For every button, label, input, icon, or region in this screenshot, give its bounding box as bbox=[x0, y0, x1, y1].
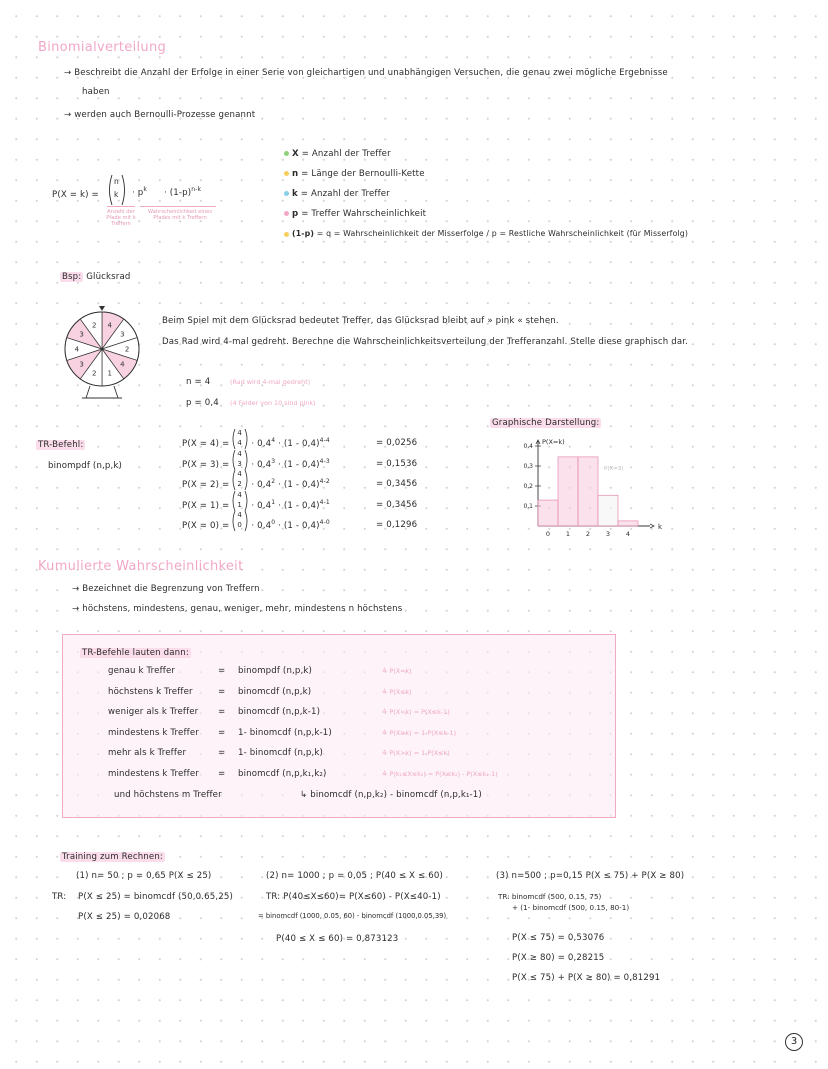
tr-row-note: ≙ P(X≤k) bbox=[382, 687, 412, 696]
tr-row-command: 1- binomcdf (n,p,k) bbox=[238, 748, 324, 758]
formula bbox=[52, 182, 99, 201]
calc-row: P(X = 1) = 4 1 · $0,4^1 \cdot (1 - 0,4)^{4-1}$ bbox=[182, 490, 330, 511]
probability-chart bbox=[512, 438, 662, 544]
tr-row-equals: = bbox=[218, 707, 226, 717]
training-1-task: (1) n= 50 ; p = 0,65 P(X ≤ 25) bbox=[76, 871, 212, 881]
example-p-note: (4 Felder von 10 sind pink) bbox=[230, 399, 316, 407]
tr-row-command: binomcdf (n,p,k) bbox=[238, 686, 312, 697]
calc-result: = 0,1536 bbox=[376, 458, 418, 469]
training-3-line-3: P(X ≤ 75) = 0,53076 bbox=[512, 933, 605, 943]
legend-item: k = Anzahl der Treffer bbox=[284, 189, 688, 209]
calc-binomial: 4 3 bbox=[231, 457, 249, 467]
tr-row-label: weniger als k Treffer bbox=[108, 707, 199, 717]
formula-power-1: · $p^k$ bbox=[132, 186, 147, 198]
calc-row: P(X = 4) = 4 4 · $0,4^4 \cdot (1 - 0,4)^{4-4}$ bbox=[182, 429, 330, 449]
tr-box-last-label: und höchstens m Treffer bbox=[114, 790, 222, 800]
wheel-number: 4 bbox=[107, 321, 113, 330]
tr-row-note: ≙ P(X>k) = 1-P(X≤k) bbox=[382, 749, 450, 757]
y-axis-label: P(X=k) bbox=[542, 438, 565, 446]
chart-title: Graphische Darstellung: bbox=[492, 418, 600, 428]
calc-lhs: P(X = 1) = bbox=[182, 500, 230, 511]
tr-row-equals: = bbox=[218, 727, 226, 738]
wheel-number: 2 bbox=[124, 345, 130, 354]
tr-row-label: mehr als k Treffer bbox=[108, 748, 187, 758]
legend-item: n = Länge der Bernoulli-Kette bbox=[284, 169, 688, 189]
wheel-number: 1 bbox=[107, 369, 113, 378]
tr-row-equals: = bbox=[218, 748, 226, 758]
formula-power-2: · $(1-p)^{n-k}$ bbox=[164, 186, 202, 198]
calc-binomial: 4 2 bbox=[231, 477, 249, 487]
x-tick-label: 0 bbox=[545, 530, 551, 538]
wheel-number: 4 bbox=[74, 345, 80, 354]
tr-row-equals: = bbox=[218, 768, 226, 779]
training-3-line-5: P(X ≤ 75) + P(X ≥ 80) = 0,81291 bbox=[512, 973, 661, 983]
training-2-task: (2) n= 1000 ; p = 0,05 ; P(40 ≤ X ≤ 60) bbox=[266, 871, 443, 881]
bar bbox=[618, 521, 638, 526]
kumuliert-line-2: → höchstens, mindestens, genau, weniger, mehr, mindestens n höchstens bbox=[72, 604, 403, 614]
calc-result: = 0,0256 bbox=[376, 438, 418, 448]
tr-row-note: ≙ P(X<k) = P(X≤k-1) bbox=[382, 708, 450, 716]
x-tick-label: 2 bbox=[585, 530, 591, 538]
y-tick-label: 0,1 bbox=[523, 503, 533, 510]
calc-lhs: P(X = 2) = bbox=[182, 480, 230, 490]
calc-lhs: P(X = 3) = bbox=[182, 459, 230, 470]
formula-binomial bbox=[106, 173, 128, 207]
calc-binomial: 4 4 bbox=[231, 436, 249, 446]
tr-row-command: binomcdf (n,p,k₁,k₂) bbox=[238, 768, 327, 779]
bar bbox=[598, 495, 618, 526]
legend-item: (1-p) = q = Wahrscheinlichkeit der Misserfolge / p = Restliche Wahrscheinlichkeit (für Misserfolg) bbox=[284, 229, 688, 249]
example-n-note: (Rad wird 4-mal gedreht) bbox=[230, 378, 311, 386]
tr-row-note: ≙ P(X≥k) = 1-P(X≤k-1) bbox=[382, 728, 457, 737]
intro-line-2: → werden auch Bernoulli-Prozesse genannt bbox=[64, 110, 256, 120]
calc-lhs: P(X = 4) = bbox=[182, 439, 230, 449]
training-title: Training zum Rechnen: bbox=[62, 852, 163, 862]
intro-line-1b: haben bbox=[82, 87, 110, 97]
x-tick-label: 1 bbox=[565, 530, 571, 538]
tr-row-label: höchstens k Treffer bbox=[108, 686, 193, 697]
formula-lhs: P(X = k) = bbox=[52, 190, 99, 200]
training-1-tr: TR: bbox=[52, 892, 67, 902]
calc-result: = 0,1296 bbox=[376, 520, 418, 530]
tr-box-last-cmd: ↳ binomcdf (n,p,k₂) - binomcdf (n,p,k₁-1) bbox=[300, 790, 482, 800]
training-2-line-2: = binomcdf (1000, 0.05, 60) - binomcdf (1000,0.05,39) bbox=[258, 912, 447, 920]
tr-row-label: genau k Treffer bbox=[108, 666, 176, 676]
wheel-number: 2 bbox=[91, 369, 97, 378]
heading-binomialverteilung: Binomialverteilung bbox=[38, 40, 167, 55]
training-2-line-3: P(40 ≤ X ≤ 60) = 0,873123 bbox=[276, 934, 399, 944]
tr-row-command: 1- binomcdf (n,p,k-1) bbox=[238, 727, 332, 738]
y-tick-label: 0,2 bbox=[523, 483, 533, 490]
example-text-1: Beim Spiel mit dem Glücksrad bedeutet Treffer, das Glücksrad bleibt auf » pink « stehen. bbox=[162, 316, 559, 326]
tr-row-command: binompdf (n,p,k) bbox=[238, 666, 313, 676]
x-tick-label: 4 bbox=[625, 530, 631, 538]
example-label: Bsp: Glücksrad bbox=[62, 272, 131, 282]
training-1-line-1: P(X ≤ 25) = binomcdf (50,0.65,25) bbox=[78, 892, 234, 902]
legend-item: X = Anzahl der Treffer bbox=[284, 149, 688, 169]
heading-kumuliert: Kumulierte Wahrscheinlichkeit bbox=[38, 559, 244, 574]
training-3-line-1: TR: binomcdf (500, 0.15, 75) bbox=[498, 892, 602, 901]
tr-row-note: ≙ P(k₁≤X≤k₂) = P(X≤k₂) - P(X≤k₁-1) bbox=[382, 769, 498, 778]
x-tick-label: 3 bbox=[605, 530, 611, 538]
legend bbox=[284, 149, 688, 249]
tr-row-equals: = bbox=[218, 666, 226, 676]
wheel-number: 4 bbox=[120, 360, 125, 369]
bar bbox=[578, 457, 598, 526]
tr-row-equals: = bbox=[218, 686, 226, 697]
y-tick-label: 0,3 bbox=[523, 463, 533, 470]
wheel-number: 3 bbox=[79, 330, 84, 339]
tr-row-command: binomcdf (n,p,k-1) bbox=[238, 707, 321, 717]
calc-binomial: 4 0 bbox=[231, 518, 249, 528]
example-p: p = 0,4 bbox=[186, 398, 219, 408]
x-axis-label: k bbox=[658, 523, 662, 531]
bar bbox=[558, 457, 578, 526]
legend-item: p = Treffer Wahrscheinlichkeit bbox=[284, 209, 688, 229]
training-2-line-1: TR: P(40≤X≤60)= P(X≤60) - P(X≤40-1) bbox=[266, 892, 441, 902]
tr-row-label: mindestens k Treffer bbox=[108, 768, 199, 779]
page-number: 3 bbox=[785, 1033, 803, 1051]
formula-underline-right bbox=[140, 206, 216, 207]
kumuliert-line-1: → Bezeichnet die Begrenzung von Treffern bbox=[72, 584, 260, 594]
bar bbox=[538, 500, 558, 526]
calc-result: = 0,3456 bbox=[376, 499, 418, 510]
training-1-line-2: P(X ≤ 25) = 0,02068 bbox=[78, 912, 171, 922]
tr-row-note: ≙ P(X=k) bbox=[382, 667, 412, 675]
formula-note-left: Anzahl der Pfade mit k Treffern bbox=[106, 209, 136, 227]
calc-result: = 0,3456 bbox=[376, 479, 418, 489]
formula-note-right: Wahrscheinlichkeit eines Pfades mit k Treffern bbox=[147, 209, 213, 221]
calc-row: P(X = 0) = 4 0 · $0,4^0 \cdot (1 - 0,4)^{4-0}$ bbox=[182, 511, 330, 531]
formula-binom-top: n bbox=[114, 177, 119, 186]
calc-binomial: 4 1 bbox=[231, 498, 249, 508]
training-3-task: (3) n=500 ; p=0,15 P(X ≤ 75) + P(X ≥ 80) bbox=[496, 871, 685, 881]
calc-row: P(X = 2) = 4 2 · $0,4^2 \cdot (1 - 0,4)^{4-2}$ bbox=[182, 470, 330, 490]
tr-row-label: mindestens k Treffer bbox=[108, 727, 199, 738]
tr-box-title: TR-Befehle lauten dann: bbox=[82, 648, 189, 658]
wheel-number: 2 bbox=[91, 321, 97, 330]
tr-command: binompdf (n,p,k) bbox=[48, 461, 123, 471]
y-tick-label: 0,4 bbox=[523, 443, 533, 450]
training-3-line-4: P(X ≥ 80) = 0,28215 bbox=[512, 953, 605, 963]
example-n: n = 4 bbox=[186, 377, 211, 387]
formula-underline-left bbox=[107, 206, 135, 207]
calc-row: P(X = 3) = 4 3 · $0,4^3 \cdot (1 - 0,4)^{4-3}$ bbox=[182, 449, 330, 470]
formula-binom-bottom: k bbox=[114, 190, 119, 199]
intro-line-1: → Beschreibt die Anzahl der Erfolge in einer Serie von gleichartigen und unabhängigen Versuchen, die genau zwei mögliche Ergebnisse bbox=[64, 68, 668, 78]
tr-label: TR-Befehl: bbox=[38, 440, 84, 450]
chart-annotation: P(X=3) bbox=[604, 466, 624, 472]
example-text-2: Das Rad wird 4-mal gedreht. Berechne die Wahrscheinlichkeitsverteilung der Trefferanzahl. Stelle diese graphisch dar. bbox=[162, 337, 689, 347]
wheel-number: 3 bbox=[79, 360, 84, 369]
wheel-number: 3 bbox=[120, 330, 125, 339]
calc-lhs: P(X = 0) = bbox=[182, 521, 230, 531]
gluecksrad-wheel bbox=[56, 306, 148, 402]
x-axis-arrow bbox=[650, 524, 654, 528]
training-3-line-2: + (1- binomcdf (500, 0.15, 80-1) bbox=[512, 903, 630, 912]
